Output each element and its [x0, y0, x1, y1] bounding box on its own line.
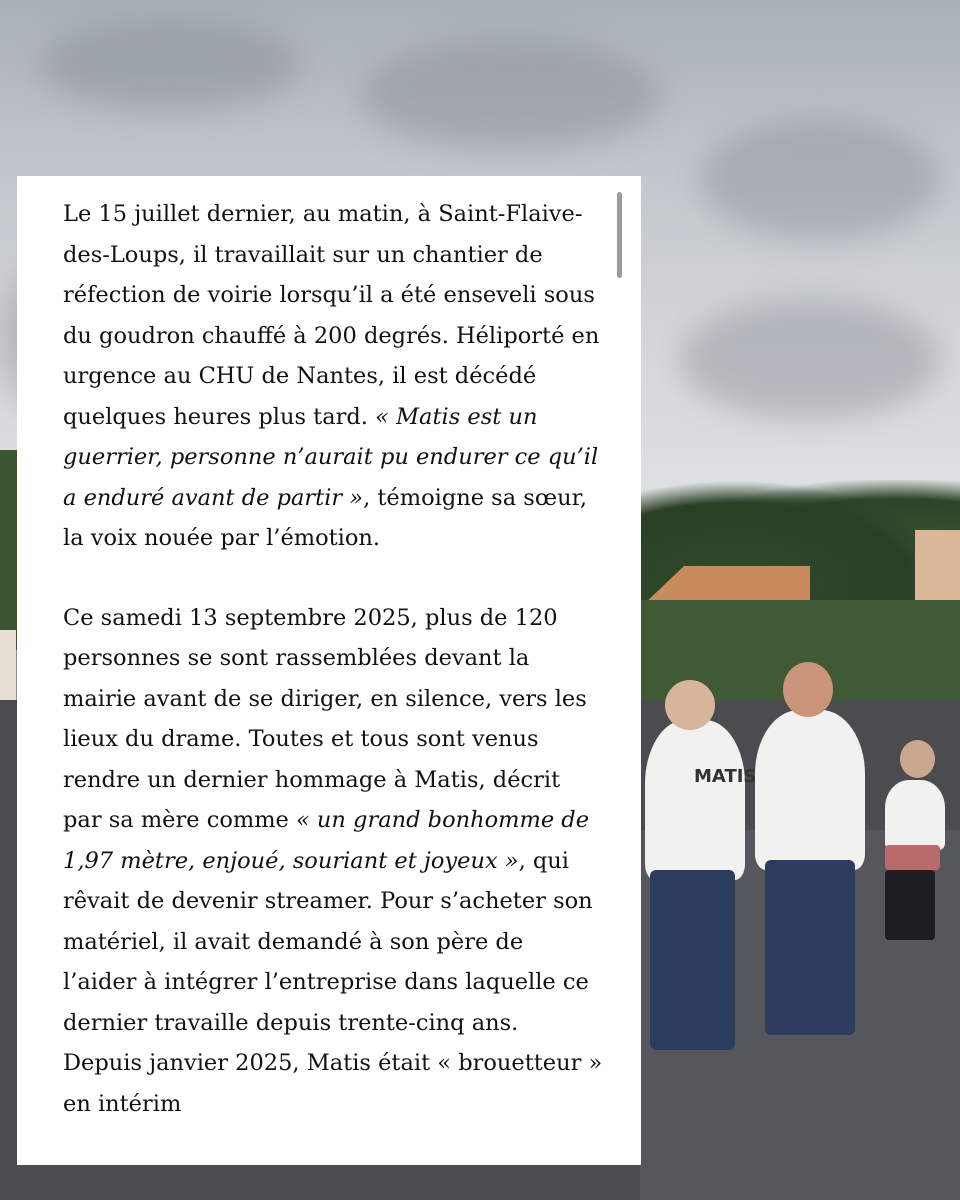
marcher: [755, 710, 865, 870]
text-run: Le 15 juillet dernier, au matin, à Saint-Flaive-des-Loups, il travaillait sur un chantier de réfection de voirie lorsqu’il a été enseveli sous du goudron chauffé à 200 degrés. Héliporté en urgence au CHU de Nantes, il est décédé quelques heures plus tard.: [63, 201, 600, 430]
text-run: , témoigne sa sœur, la voix nouée par l’émotion.: [63, 484, 588, 551]
marcher-head: [665, 680, 715, 730]
child-head: [900, 740, 935, 778]
marcher-head: [783, 662, 833, 717]
article-panel[interactable]: [17, 176, 641, 1165]
shirt-text: MATIS: [694, 766, 757, 787]
article-text: [63, 194, 603, 1163]
child-marcher: [885, 780, 945, 850]
text-run: Ce samedi 13 septembre 2025, plus de 120 personnes se sont rassemblées devant la mairie avant de se diriger, en silence, vers les lieux du drame. Toutes et tous sont venus rendre un dernier hommage à Matis, décrit par sa mère comme: [63, 604, 587, 833]
marcher-legs: [650, 870, 735, 1050]
paragraph-1: [63, 194, 603, 559]
bottom-fade: [17, 1139, 641, 1165]
paragraph-2: [63, 598, 603, 1125]
child-skirt: [885, 845, 940, 870]
child-legs: [885, 870, 935, 940]
quote: « un grand bonhomme de 1,97 mètre, enjoué, souriant et joyeux »: [63, 807, 590, 874]
shirt-print: [690, 760, 757, 790]
marcher-legs: [765, 860, 855, 1035]
quote: « Matis est un guerrier, personne n’aurait pu endurer ce qu’il a enduré avant de partir »: [63, 403, 599, 511]
scrollbar[interactable]: [617, 192, 622, 278]
cloud: [680, 300, 940, 420]
text-run: , qui rêvait de devenir streamer. Pour s’acheter son matériel, il avait demandé à son père de l’aider à intégrer l’entreprise dans laquelle ce dernier travaille depuis trente-cinq ans. Depuis janvier 2025, Matis était « brouetteur » en intérim: [63, 847, 603, 1117]
marcher: [645, 720, 745, 880]
cloud: [700, 120, 940, 240]
cloud: [360, 40, 660, 150]
cloud: [40, 20, 300, 110]
